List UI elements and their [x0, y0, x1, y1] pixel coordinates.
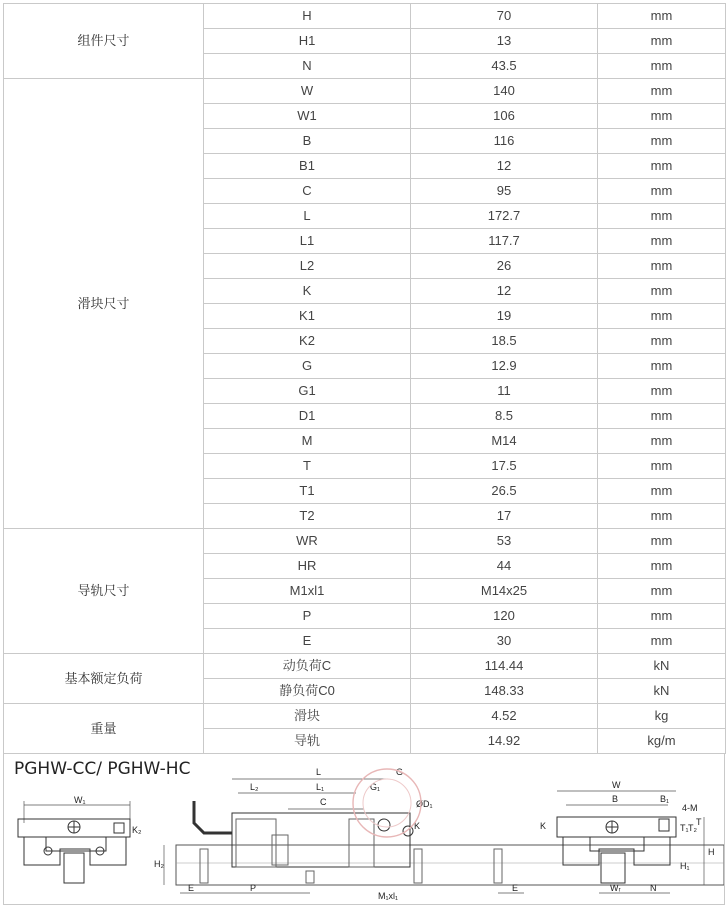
- cell-value: 53: [411, 529, 598, 554]
- cell-param: L1: [204, 229, 411, 254]
- group-label: 重量: [4, 704, 204, 754]
- label-h: H: [708, 847, 715, 857]
- table-row: [4, 704, 726, 729]
- label-e-right: E: [512, 883, 519, 893]
- cell-unit: mm: [598, 254, 726, 279]
- cell-param: H1: [204, 29, 411, 54]
- label-wr: Wᵣ: [610, 883, 621, 893]
- cell-value: M14x25: [411, 579, 598, 604]
- cell-value: 18.5: [411, 329, 598, 354]
- cell-unit: mm: [598, 579, 726, 604]
- cell-unit: mm: [598, 129, 726, 154]
- cell-value: 148.33: [411, 679, 598, 704]
- cell-unit: mm: [598, 404, 726, 429]
- cell-value: 17: [411, 504, 598, 529]
- cell-value: 11: [411, 379, 598, 404]
- cell-unit: mm: [598, 79, 726, 104]
- side-view: [154, 767, 724, 901]
- cell-param: 导轨: [204, 729, 411, 754]
- cell-unit: kN: [598, 679, 726, 704]
- cell-param: L2: [204, 254, 411, 279]
- label-h1: H₁: [680, 861, 690, 871]
- cell-param: 静负荷C0: [204, 679, 411, 704]
- group-label: 滑块尺寸: [4, 79, 204, 529]
- cell-value: 12: [411, 154, 598, 179]
- cell-unit: kg: [598, 704, 726, 729]
- label-k: K: [414, 821, 421, 831]
- cell-unit: mm: [598, 204, 726, 229]
- cell-param: G1: [204, 379, 411, 404]
- table-row: [4, 529, 726, 554]
- label-w1: W₁: [74, 795, 86, 805]
- cell-value: 120: [411, 604, 598, 629]
- cell-param: B: [204, 129, 411, 154]
- cell-value: 117.7: [411, 229, 598, 254]
- spec-table-body: [4, 4, 726, 754]
- cell-unit: mm: [598, 229, 726, 254]
- cell-value: 12.9: [411, 354, 598, 379]
- cell-unit: mm: [598, 354, 726, 379]
- cell-value: 4.52: [411, 704, 598, 729]
- cell-param: N: [204, 54, 411, 79]
- cell-value: 12: [411, 279, 598, 304]
- spec-table: [3, 3, 726, 754]
- cell-value: 172.7: [411, 204, 598, 229]
- cell-value: 44: [411, 554, 598, 579]
- cell-param: 滑块: [204, 704, 411, 729]
- label-k2: K₂: [132, 825, 142, 835]
- cell-value: 70: [411, 4, 598, 29]
- cell-unit: mm: [598, 279, 726, 304]
- label-w: W: [612, 780, 621, 790]
- cell-unit: mm: [598, 4, 726, 29]
- cell-unit: mm: [598, 304, 726, 329]
- cell-unit: mm: [598, 529, 726, 554]
- cell-unit: mm: [598, 104, 726, 129]
- cell-value: 106: [411, 104, 598, 129]
- label-t1: T₁: [680, 823, 689, 833]
- cell-value: 43.5: [411, 54, 598, 79]
- label-p: P: [250, 883, 257, 893]
- cell-value: 26.5: [411, 479, 598, 504]
- label-n: N: [650, 883, 657, 893]
- cell-value: 14.92: [411, 729, 598, 754]
- label-c: C: [320, 797, 327, 807]
- cell-unit: kg/m: [598, 729, 726, 754]
- cell-param: D1: [204, 404, 411, 429]
- cell-unit: mm: [598, 54, 726, 79]
- group-label: 组件尺寸: [4, 4, 204, 79]
- label-b1: B₁: [660, 794, 670, 804]
- cell-param: WR: [204, 529, 411, 554]
- label-t: T: [696, 817, 702, 827]
- cell-param: M1xl1: [204, 579, 411, 604]
- cell-value: 17.5: [411, 454, 598, 479]
- cell-param: K2: [204, 329, 411, 354]
- group-label: 导轨尺寸: [4, 529, 204, 654]
- left-end-view: [18, 795, 142, 883]
- cell-param: 动负荷C: [204, 654, 411, 679]
- cell-param: B1: [204, 154, 411, 179]
- label-l2: L₂: [250, 782, 259, 792]
- technical-drawing-panel: [3, 753, 725, 905]
- label-h2: H₂: [154, 859, 164, 869]
- label-4m: 4-M: [682, 803, 698, 813]
- technical-drawing: [4, 753, 725, 905]
- label-d1: ØD₁: [416, 799, 433, 809]
- table-row: [4, 654, 726, 679]
- cell-value: M14: [411, 429, 598, 454]
- cell-unit: mm: [598, 454, 726, 479]
- label-g: G: [396, 767, 404, 777]
- cell-unit: mm: [598, 554, 726, 579]
- label-l: L: [316, 767, 322, 777]
- cell-param: H: [204, 4, 411, 29]
- label-t2: T₂: [688, 823, 697, 833]
- cell-param: HR: [204, 554, 411, 579]
- label-g1: G₁: [370, 782, 381, 792]
- cell-param: K1: [204, 304, 411, 329]
- cell-param: T1: [204, 479, 411, 504]
- cell-unit: mm: [598, 29, 726, 54]
- label-l1: L₁: [316, 782, 325, 792]
- cell-value: 19: [411, 304, 598, 329]
- cell-unit: mm: [598, 604, 726, 629]
- cell-value: 30: [411, 629, 598, 654]
- table-row: [4, 4, 726, 29]
- cell-unit: mm: [598, 379, 726, 404]
- cell-param: P: [204, 604, 411, 629]
- cell-param: T: [204, 454, 411, 479]
- cell-value: 8.5: [411, 404, 598, 429]
- cell-param: W: [204, 79, 411, 104]
- label-k-right: K: [540, 821, 547, 831]
- cell-value: 140: [411, 79, 598, 104]
- group-label: 基本额定负荷: [4, 654, 204, 704]
- cell-unit: mm: [598, 479, 726, 504]
- cell-param: T2: [204, 504, 411, 529]
- cell-value: 13: [411, 29, 598, 54]
- cell-unit: mm: [598, 179, 726, 204]
- label-e-left: E: [188, 883, 195, 893]
- cell-unit: kN: [598, 654, 726, 679]
- cell-unit: mm: [598, 329, 726, 354]
- cell-unit: mm: [598, 629, 726, 654]
- cell-param: L: [204, 204, 411, 229]
- cell-param: G: [204, 354, 411, 379]
- right-end-view: [540, 780, 715, 893]
- cell-param: K: [204, 279, 411, 304]
- cell-param: C: [204, 179, 411, 204]
- label-b: B: [612, 794, 619, 804]
- cell-param: M: [204, 429, 411, 454]
- table-row: [4, 79, 726, 104]
- cell-value: 116: [411, 129, 598, 154]
- cell-param: E: [204, 629, 411, 654]
- cell-param: W1: [204, 104, 411, 129]
- label-m1xl1: M₁xl₁: [378, 891, 399, 901]
- cell-unit: mm: [598, 429, 726, 454]
- cell-value: 95: [411, 179, 598, 204]
- cell-unit: mm: [598, 504, 726, 529]
- cell-unit: mm: [598, 154, 726, 179]
- cell-value: 26: [411, 254, 598, 279]
- cell-value: 114.44: [411, 654, 598, 679]
- drawing-title: PGHW-CC/ PGHW-HC: [14, 759, 191, 779]
